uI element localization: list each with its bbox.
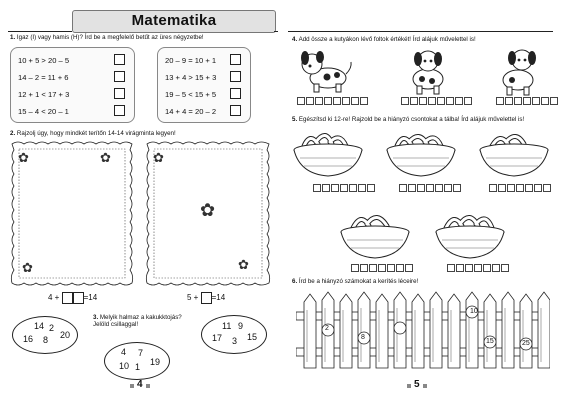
task2-text: Rajzolj úgy, hogy mindkét terítőn 14-14 virágminta legyen! (16, 130, 176, 137)
task5-instruction (292, 116, 557, 123)
answer-box[interactable] (230, 105, 241, 116)
eq-suffix: =14 (83, 293, 98, 303)
equation: 13 + 4 > 15 + 3 (165, 73, 217, 82)
flower-icon: ✿ (153, 150, 164, 165)
equation: 14 + 4 = 20 – 2 (165, 107, 217, 116)
fence-number: 8 (361, 334, 365, 341)
answer-row[interactable] (447, 264, 509, 270)
set-number: 15 (247, 332, 258, 342)
answer-box[interactable] (114, 88, 125, 99)
task5-text: Egészítsd ki 12-re! Rajzold be a hiányzó csontokat a tálba! Írd alájuk művelettel is! (298, 116, 525, 123)
set-number: 2 (49, 323, 55, 333)
answer-row[interactable] (496, 97, 558, 103)
answer-box[interactable] (62, 292, 73, 304)
answer-row[interactable] (297, 97, 368, 103)
page-marker (130, 384, 134, 388)
eq-prefix: 4 + (48, 293, 60, 303)
page-number-right: 5 (414, 379, 420, 390)
equation: 14 – 2 = 11 + 6 (18, 73, 69, 82)
task2-number: 2. (10, 130, 16, 137)
task6-instruction (292, 278, 557, 285)
fence-illustration[interactable] (296, 290, 550, 374)
task1-left-box (10, 47, 135, 123)
equation: 20 – 9 = 10 + 1 (165, 56, 217, 65)
answer-box[interactable] (114, 71, 125, 82)
set-number: 8 (43, 335, 49, 345)
equation: 15 – 4 < 20 – 1 (18, 107, 69, 116)
page-marker (146, 384, 150, 388)
task4-number: 4. (292, 36, 298, 43)
set-number: 14 (34, 321, 45, 331)
task1-text: Igaz (I) vagy hamis (H)? Írd be a megfelelő betűt az üres négyzetbe! (16, 34, 204, 41)
answer-row[interactable] (489, 184, 551, 190)
task4-text: Add össze a kutyákon lévő foltok értékét! Írd alájuk művelettel is! (298, 36, 476, 43)
answer-row[interactable] (313, 184, 375, 190)
page-title: Matematika (131, 12, 217, 29)
set-bottom[interactable] (104, 342, 170, 380)
flower-icon: ✿ (18, 150, 29, 165)
page-number-left: 4 (137, 379, 143, 390)
bowl-with-bones[interactable] (337, 206, 413, 262)
flower-icon: ✿ (238, 257, 249, 272)
set-number: 3 (232, 336, 238, 346)
fence-number: 2 (325, 325, 329, 332)
answer-box[interactable] (114, 105, 125, 116)
task2-instruction (10, 130, 280, 137)
dog-illustration (400, 47, 456, 95)
set-number: 7 (138, 348, 144, 358)
set-number: 9 (238, 321, 244, 331)
task6-number: 6. (292, 278, 298, 285)
bowl-with-bones[interactable] (383, 128, 459, 180)
answer-box[interactable] (73, 292, 84, 304)
task1-number: 1. (10, 34, 16, 41)
equation: 10 + 5 > 20 – 5 (18, 56, 70, 65)
task3-text-line1: Melyik halmaz a kakukktojás? (99, 314, 182, 321)
bowl-with-bones[interactable] (290, 128, 366, 180)
flower-icon: ✿ (100, 150, 111, 165)
set-right[interactable] (201, 315, 267, 354)
fence-number: 25 (522, 340, 530, 347)
fence-number: 10 (470, 308, 478, 315)
page-marker (423, 384, 427, 388)
dog-illustration (296, 48, 356, 94)
set-number: 1 (135, 362, 141, 372)
task1-right-box (157, 47, 251, 123)
title-bar (72, 10, 276, 33)
answer-box[interactable] (230, 71, 241, 82)
set-number: 16 (23, 334, 34, 344)
set-number: 11 (222, 321, 232, 331)
set-number: 19 (150, 357, 161, 367)
answer-box[interactable] (230, 54, 241, 65)
eq-prefix: 5 + (187, 293, 199, 303)
task2-equation-left (48, 292, 97, 304)
fence-number: 15 (486, 338, 494, 345)
answer-box[interactable] (201, 292, 212, 304)
equation: 19 – 5 < 15 + 5 (165, 90, 217, 99)
set-number: 4 (121, 347, 127, 357)
header-rule-right (288, 31, 553, 32)
task6-text: Írd be a hiányzó számokat a kerítés léceire! (298, 278, 419, 285)
eq-suffix: =14 (211, 293, 226, 303)
set-number: 20 (60, 330, 71, 340)
task3-instruction (93, 314, 193, 329)
answer-box[interactable] (230, 88, 241, 99)
header-rule-mid (274, 31, 278, 32)
page-marker (407, 384, 411, 388)
dog-illustration (492, 46, 548, 96)
answer-row[interactable] (351, 264, 413, 270)
answer-row[interactable] (399, 184, 461, 190)
flower-icon: ✿ (200, 200, 216, 220)
task1-instruction (10, 34, 280, 41)
task3-text-line2: Jelöld csillaggal! (93, 321, 139, 329)
header-rule-left (8, 31, 72, 32)
flower-icon: ✿ (22, 260, 33, 275)
bowl-with-bones[interactable] (432, 206, 508, 262)
task2-equation-right (187, 292, 225, 304)
answer-box[interactable] (114, 54, 125, 65)
set-number: 10 (119, 361, 130, 371)
set-number: 17 (212, 333, 223, 343)
bowl-with-bones[interactable] (476, 128, 552, 180)
task5-number: 5. (292, 116, 298, 123)
answer-row[interactable] (401, 97, 472, 103)
task3-number: 3. (93, 314, 99, 321)
task4-instruction (292, 36, 557, 43)
equation: 12 + 1 < 17 + 3 (18, 90, 70, 99)
